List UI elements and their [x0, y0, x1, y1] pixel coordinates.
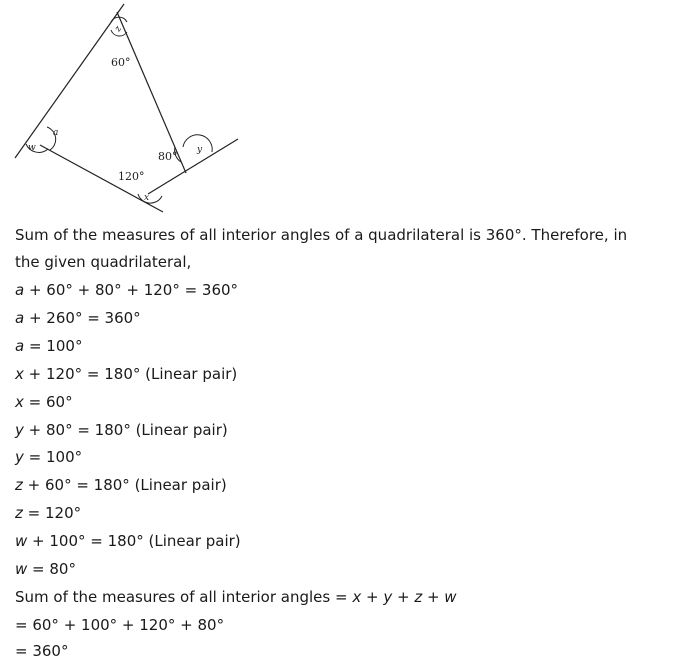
angle-variable-a: a: [53, 128, 59, 138]
angle-arc-x: [138, 194, 162, 203]
step-variable: y: [15, 448, 24, 466]
intro-line-1: Sum of the measures of all interior angles of a quadrilateral is 360°. Therefore, in: [15, 226, 628, 244]
step-expression: + 60° + 80° + 120° = 360°: [24, 281, 239, 299]
step-2: [15, 308, 141, 328]
angle-label-bottom: 120°: [118, 170, 145, 183]
step-expression: = 80°: [27, 560, 76, 578]
step-6: [15, 420, 228, 440]
step-expression: + 60° = 180° (Linear pair): [22, 476, 227, 494]
step-expression: + 80° = 180° (Linear pair): [23, 421, 228, 439]
step-expression: + 120° = 180° (Linear pair): [23, 365, 238, 383]
step-variable: x: [15, 393, 24, 411]
angle-label-right: 80°: [158, 150, 178, 163]
quadrilateral-figure: [0, 0, 260, 220]
angle-variable-x: x: [144, 193, 150, 203]
sum-separator: +: [361, 588, 384, 606]
side-line-top-left: [15, 4, 124, 158]
step-variable: x: [15, 365, 24, 383]
sum-separator: +: [422, 588, 445, 606]
step-3: [15, 336, 82, 356]
result-line-2: = 360°: [15, 642, 69, 660]
step-variable: y: [15, 421, 24, 439]
step-expression: = 120°: [22, 504, 82, 522]
step-9: [15, 503, 81, 523]
step-4: [15, 364, 237, 384]
step-expression: = 100°: [23, 448, 83, 466]
sum-variable: w: [444, 588, 457, 606]
sum-separator: +: [392, 588, 415, 606]
angle-variable-z: z: [113, 24, 125, 34]
step-expression: + 260° = 360°: [24, 309, 141, 327]
step-variable: w: [15, 560, 28, 578]
step-variable: z: [15, 476, 23, 494]
step-7: [15, 447, 82, 467]
intro-line-2: the given quadrilateral,: [15, 253, 192, 271]
step-variable: a: [15, 337, 25, 355]
angle-label-top: 60°: [111, 56, 131, 69]
side-line-top-right: [117, 12, 186, 173]
step-5: [15, 392, 73, 412]
angle-variable-y: y: [197, 145, 203, 155]
angle-variable-w: w: [28, 143, 36, 153]
step-11: [15, 559, 76, 579]
sum-variable: x: [352, 588, 362, 606]
step-10: [15, 531, 241, 551]
step-variable: z: [15, 504, 23, 522]
step-variable: w: [15, 532, 28, 550]
step-8: [15, 475, 227, 495]
sum-variable: z: [414, 588, 423, 606]
side-line-bottom-right: [148, 139, 238, 194]
step-1: [15, 280, 238, 300]
sum-line: [15, 587, 457, 607]
step-variable: a: [15, 281, 25, 299]
step-expression: + 100° = 180° (Linear pair): [27, 532, 241, 550]
result-line-1: = 60° + 100° + 120° + 80°: [15, 616, 225, 634]
sum-prefix: Sum of the measures of all interior angles =: [15, 588, 353, 606]
step-expression: = 60°: [23, 393, 73, 411]
step-variable: a: [15, 309, 25, 327]
step-expression: = 100°: [24, 337, 83, 355]
sum-variable: y: [383, 588, 393, 606]
